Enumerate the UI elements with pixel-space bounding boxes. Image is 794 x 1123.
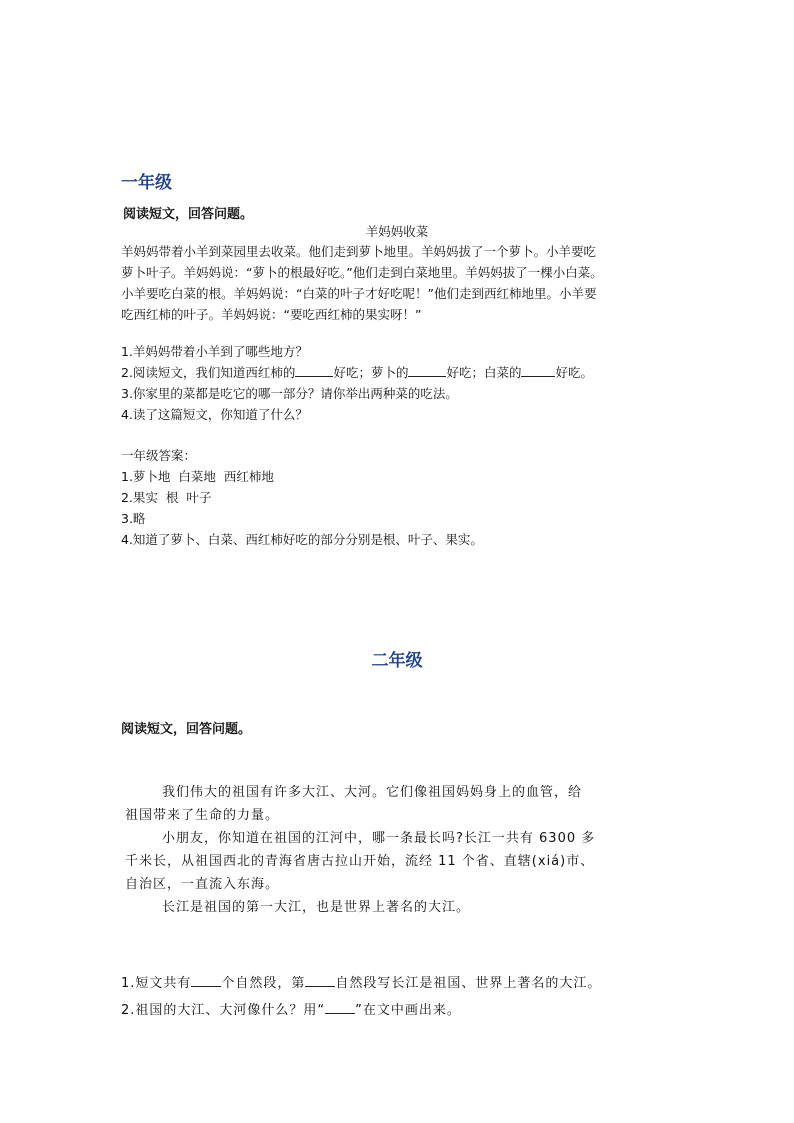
grade1-answers (121, 445, 681, 550)
answer-line: 2.果实 根 叶子 (121, 490, 212, 505)
question-1-text: 自然段写长江是祖国、世界上著名的大江。 (335, 976, 602, 991)
passage-line: 我们伟大的祖国有许多大江、大河。它们像祖国妈妈身上的血管，给 (162, 785, 583, 800)
answer-blank[interactable] (521, 364, 555, 377)
grade2-passage (125, 781, 685, 919)
story-line: 小羊要吃白菜的根。羊妈妈说：“白菜的叶子才好吃呢！”他们走到西红柿地里。小羊要 (121, 286, 597, 301)
question-2-text: 2.阅读短文，我们知道西红柿的 (121, 365, 296, 380)
question-2-text: 好吃；白菜的 (446, 365, 522, 380)
passage-line: 千米长，从祖国西北的青海省唐古拉山开始，流经 11 个省、直辖(xiá)市、 (125, 854, 595, 869)
story-line: 萝卜叶子。羊妈妈说：“萝卜的根最好吃。”他们走到白菜地里。羊妈妈拔了一棵小白菜。 (121, 265, 603, 280)
question-4: 4.读了这篇短文，你知道了什么？ (121, 407, 308, 422)
story-line: 吃西红柿的叶子。羊妈妈说：“要吃西红柿的果实呀！” (121, 307, 422, 322)
passage-line: 自治区，一直流入东海。 (125, 877, 280, 892)
question-2-text: 好吃。 (555, 365, 593, 380)
answer-blank[interactable] (191, 974, 221, 987)
question-1 (121, 970, 701, 997)
question-2 (121, 997, 701, 1024)
grade2-instruction: 阅读短文，回答问题。 (121, 722, 252, 737)
answer-blank[interactable] (295, 364, 333, 377)
question-2 (121, 362, 691, 383)
story-line: 羊妈妈带着小羊到菜园里去收菜。他们走到萝卜地里。羊妈妈拔了一个萝卜。小羊要吃 (121, 244, 597, 259)
grade2-title: 二年级 (371, 651, 423, 671)
question-1-text: 1.短文共有 (121, 976, 192, 991)
grade2-questions (121, 970, 701, 1024)
answer-blank[interactable] (325, 1001, 355, 1014)
answer-blank[interactable] (408, 364, 446, 377)
answer-blank[interactable] (305, 974, 335, 987)
question-2-text: 好吃；萝卜的 (333, 365, 409, 380)
answers-title: 一年级答案： (121, 448, 197, 463)
grade1-questions (121, 341, 691, 425)
answer-line: 4.知道了萝卜、白菜、西红柿好吃的部分分别是根、叶子、果实。 (121, 532, 483, 547)
question-2-text: ”在文中画出来。 (355, 1003, 461, 1018)
passage-line: 小朋友，你知道在祖国的江河中，哪一条最长吗?长江一共有 6300 多 (162, 831, 596, 846)
story-title: 羊妈妈收菜 (365, 224, 429, 239)
passage-line: 长江是祖国的第一大江，也是世界上著名的大江。 (162, 900, 471, 915)
grade1-title: 一年级 (121, 173, 172, 193)
grade1-instruction: 阅读短文，回答问题。 (123, 207, 254, 222)
question-3: 3.你家里的菜都是吃它的哪一部分？请你举出两种菜的吃法。 (121, 386, 458, 401)
answer-line: 1.萝卜地 白菜地 西红柿地 (121, 469, 274, 484)
answer-line: 3.略 (121, 511, 146, 526)
question-2-text: 2.祖国的大江、大河像什么？用“ (121, 1003, 326, 1018)
passage-line: 祖国带来了生命的力量。 (125, 808, 280, 823)
story-body (121, 241, 681, 325)
question-1-text: 个自然段，第 (221, 976, 306, 991)
question-1: 1.羊妈妈带着小羊到了哪些地方？ (121, 344, 308, 359)
